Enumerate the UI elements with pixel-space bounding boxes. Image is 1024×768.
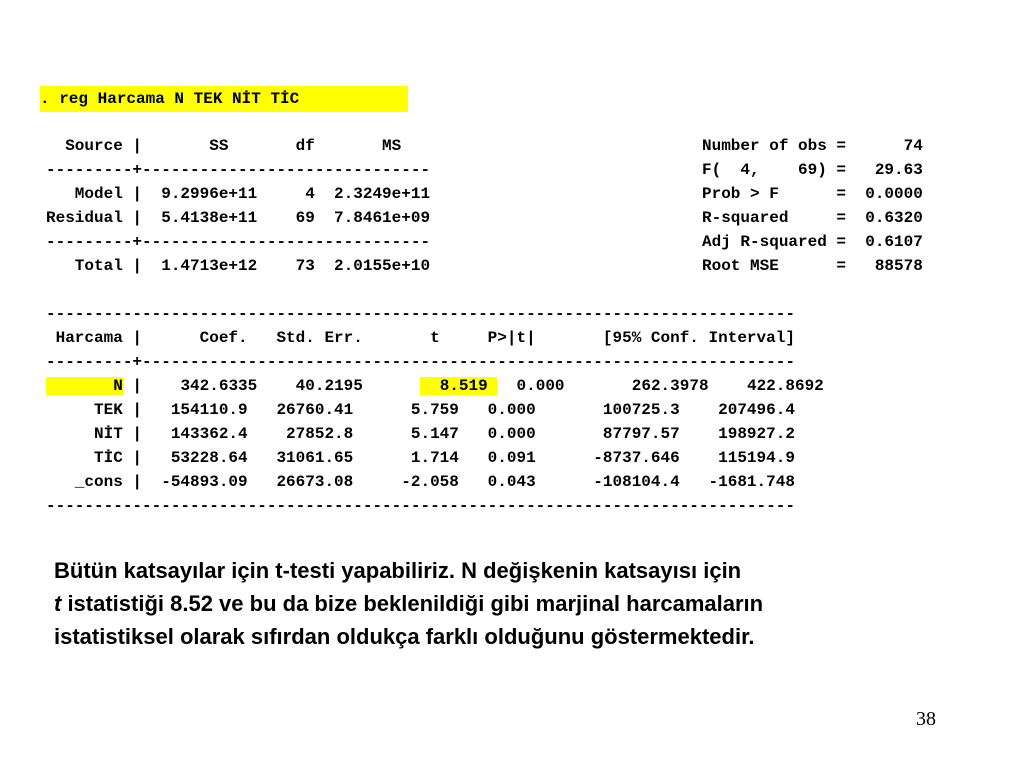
highlight-variable-n: N xyxy=(46,377,123,395)
caption-italic-t: t xyxy=(54,591,62,616)
stat-root-mse: Root MSE = 88578 xyxy=(702,257,923,275)
stat-adj-r-squared: Adj R-squared = 0.6107 xyxy=(702,233,923,251)
anova-row-model: Model | 9.2996e+11 4 2.3249e+11 xyxy=(46,185,431,203)
coef-row-n: N | 342.6335 40.2195 8.519 0.000 262.3978 422.8692 xyxy=(46,374,824,398)
caption-text xyxy=(54,554,984,653)
anova-separator: ---------+------------------------------ xyxy=(46,161,431,179)
stat-r-squared: R-squared = 0.6320 xyxy=(702,209,923,227)
anova-row-residual: Residual | 5.4138e+11 69 7.8461e+09 xyxy=(46,209,431,227)
anova-separator: ---------+------------------------------ xyxy=(46,233,431,251)
table-rule: ------------------------------------------------------------------------------ xyxy=(46,497,795,515)
coef-row-cons: _cons | -54893.09 26673.08 -2.058 0.043 -108104.4 -1681.748 xyxy=(46,473,795,491)
highlight-t-value: 8.519 xyxy=(420,377,497,395)
stat-f: F( 4, 69) = 29.63 xyxy=(702,161,923,179)
coef-row-tic: TİC | 53228.64 31061.65 1.714 0.091 -8737.646 115194.9 xyxy=(46,449,795,467)
stat-prob-f: Prob > F = 0.0000 xyxy=(702,185,923,203)
coef-row-nit: NİT | 143362.4 27852.8 5.147 0.000 87797.57 198927.2 xyxy=(46,425,795,443)
coef-row-tek: TEK | 154110.9 26760.41 5.759 0.000 100725.3 207496.4 xyxy=(46,401,795,419)
anova-row-total: Total | 1.4713e+12 73 2.0155e+10 xyxy=(46,257,431,275)
coef-separator: ---------+-------------------------------------------------------------------- xyxy=(46,353,795,371)
anova-table xyxy=(46,134,430,278)
caption-line: istatistiksel olarak sıfırdan oldukça farklı olduğunu göstermektedir. xyxy=(54,624,755,649)
coef-header: Harcama | Coef. Std. Err. t P>|t| [95% Conf. Interval] xyxy=(46,329,795,347)
page-number: 38 xyxy=(916,708,936,730)
table-rule: ------------------------------------------------------------------------------ xyxy=(46,305,795,323)
coefficient-table xyxy=(46,302,824,518)
command-line: . reg Harcama N TEK NİT TİC xyxy=(40,86,408,112)
anova-header: Source | SS df MS xyxy=(46,137,402,155)
stat-nobs: Number of obs = 74 xyxy=(702,137,923,155)
caption-line: t istatistiği 8.52 ve bu da bize beklenildiği gibi marjinal harcamaların xyxy=(54,591,764,616)
fit-statistics xyxy=(702,134,923,278)
caption-line: Bütün katsayılar için t-testi yapabiliriz. N değişkenin katsayısı için xyxy=(54,558,742,583)
